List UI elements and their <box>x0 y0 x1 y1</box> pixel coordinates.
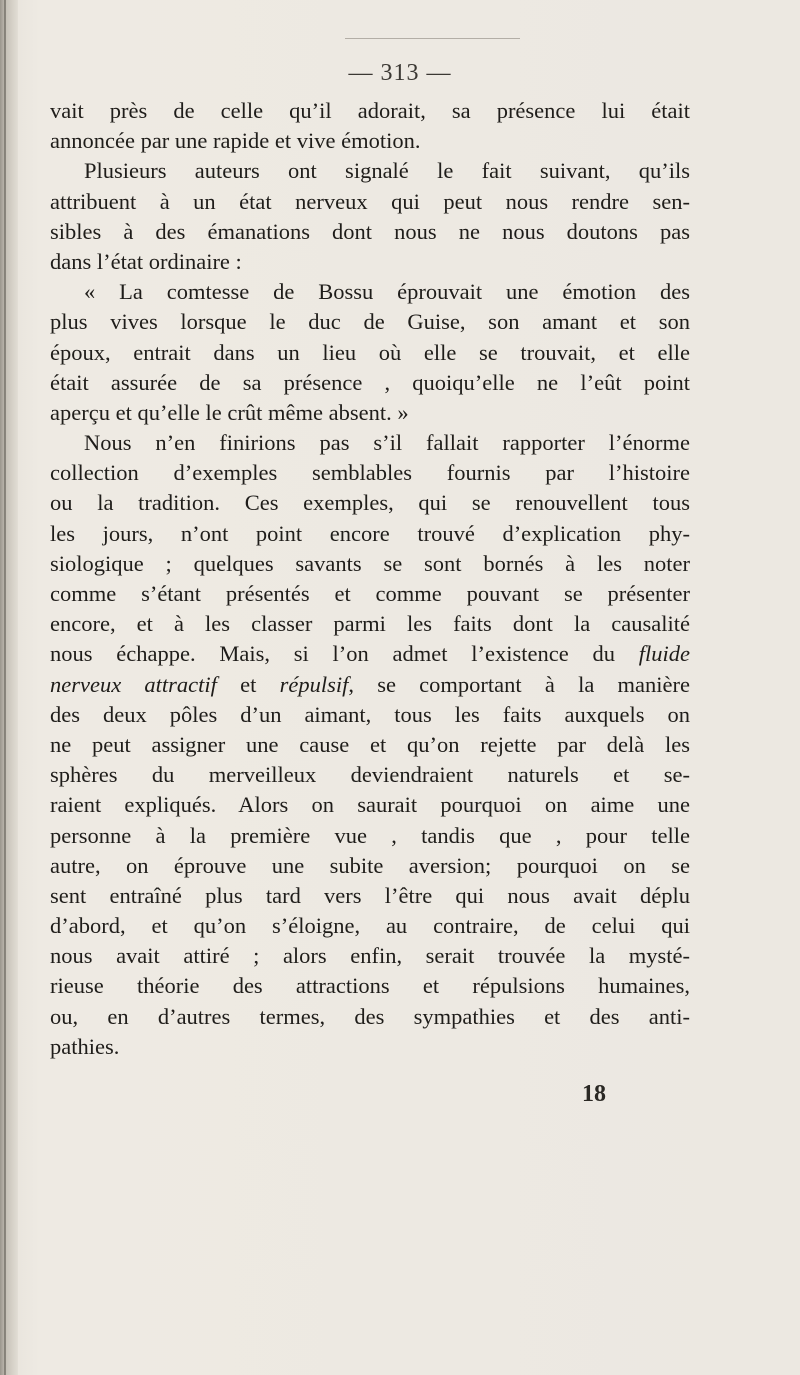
signature-mark: 18 <box>582 1081 606 1107</box>
text-line-20-rest: , se comportant à la manière <box>348 671 690 697</box>
text-line-7: « La comtesse de Bossu éprouvait une émotion des <box>84 279 690 305</box>
header-rule <box>345 38 520 39</box>
text-line-31: ou, en d’autres termes, des sympathies et des anti- <box>50 1003 690 1029</box>
text-line-16: siologique ; quelques savants se sont bornés à les noter <box>50 550 690 576</box>
text-line-5: sibles à des émanations dont nous ne nous doutons pas <box>50 218 690 244</box>
text-line-30: rieuse théorie des attractions et répulsions humaines, <box>50 973 690 999</box>
text-line-32: pathies. <box>50 1033 120 1059</box>
text-line-25: personne à la première vue , tandis que , pour telle <box>50 822 690 848</box>
text-line-28: d’abord, et qu’on s’éloigne, au contraire, de celui qui <box>50 913 690 939</box>
text-line-8: plus vives lorsque le duc de Guise, son amant et son <box>50 309 690 335</box>
page-number: — 313 — <box>348 60 452 86</box>
text-line-15: les jours, n’ont point encore trouvé d’explication phy- <box>50 520 690 546</box>
body-text <box>50 96 690 1062</box>
italic-fluide: fluide <box>638 641 690 667</box>
text-line-13: collection d’exemples semblables fournis par l’histoire <box>50 460 690 486</box>
text-line-17: comme s’étant présentés et comme pouvant se présenter <box>50 581 690 606</box>
text-line-22: ne peut assigner une cause et qu’on rejette par delà les <box>50 731 690 757</box>
text-line-3: Plusieurs auteurs ont signalé le fait suivant, qu’ils <box>84 158 690 184</box>
text-line-23: sphères du merveilleux deviendraient naturels et se- <box>50 762 690 788</box>
text-line-14: ou la tradition. Ces exemples, qui se renouvellent tous <box>50 490 690 516</box>
text-line-21: des deux pôles d’un aimant, tous les faits auxquels on <box>50 701 690 727</box>
text-line-10: était assurée de sa présence , quoiqu’elle ne l’eût point <box>50 369 690 395</box>
text-line-20 <box>50 670 690 700</box>
text-line-18: encore, et à les classer parmi les faits dont la causalité <box>50 611 690 637</box>
page-binding-edge <box>0 0 18 1375</box>
text-line-2: annoncée par une rapide et vive émotion. <box>50 128 421 154</box>
text-line-9: époux, entrait dans un lieu où elle se trouvait, et elle <box>50 339 690 365</box>
text-line-19-main: nous échappe. Mais, si l’on admet l’existence du <box>50 641 615 667</box>
text-line-26: autre, on éprouve une subite aversion; pourquoi on se <box>50 852 690 878</box>
text-line-6: dans l’état ordinaire : <box>50 248 242 274</box>
italic-repulsif: répulsif <box>279 671 349 697</box>
text-line-29: nous avait attiré ; alors enfin, serait trouvée la mysté- <box>50 943 690 969</box>
binding-shadow-line <box>4 0 6 1375</box>
text-line-27: sent entraîné plus tard vers l’être qui nous avait déplu <box>50 882 690 908</box>
text-line-4: attribuent à un état nerveux qui peut nous rendre sen- <box>50 188 690 214</box>
text-line-19 <box>50 639 690 669</box>
text-line-1: vait près de celle qu’il adorait, sa présence lui était <box>50 98 690 123</box>
italic-nerveux-attractif: nerveux attractif <box>50 671 217 697</box>
word-et: et <box>240 671 257 697</box>
text-line-12: Nous n’en finirions pas s’il fallait rapporter l’énorme <box>84 430 690 456</box>
text-line-24: raient expliqués. Alors on saurait pourquoi on aime une <box>50 792 690 818</box>
text-line-11: aperçu et qu’elle le crût même absent. » <box>50 399 409 425</box>
